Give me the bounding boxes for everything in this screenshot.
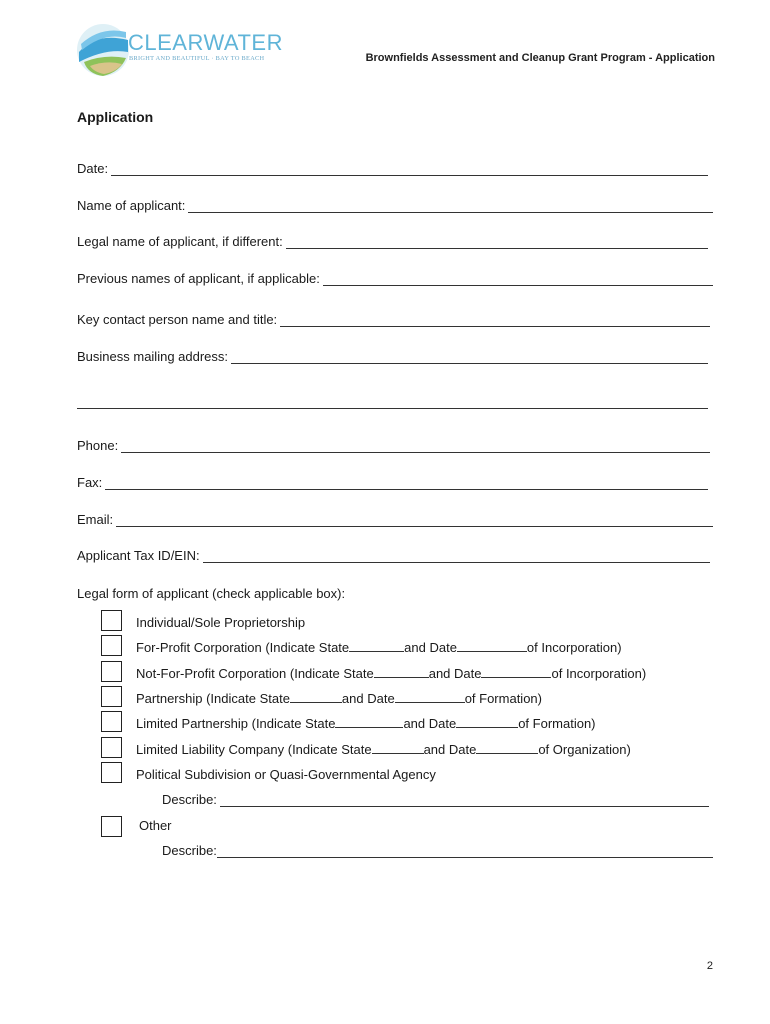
partnership-option bbox=[136, 691, 542, 706]
not-for-profit-option bbox=[136, 666, 646, 681]
partnership-suffix: of Formation) bbox=[464, 691, 542, 706]
date-label: Date: bbox=[77, 161, 109, 176]
date-field[interactable] bbox=[77, 161, 708, 176]
email-field[interactable] bbox=[77, 512, 713, 527]
contact-label: Key contact person name and title: bbox=[77, 312, 278, 327]
page-number: 2 bbox=[706, 960, 713, 972]
header-title: Brownfields Assessment and Cleanup Grant Program - Application bbox=[365, 52, 715, 64]
political-describe-label: Describe: bbox=[162, 792, 217, 807]
not-for-profit-checkbox[interactable] bbox=[101, 661, 122, 682]
limited-partnership-date-label: and Date bbox=[403, 716, 457, 731]
not-for-profit-suffix: of Incorporation) bbox=[551, 666, 647, 681]
partnership-date-blank[interactable] bbox=[395, 692, 465, 703]
other-checkbox[interactable] bbox=[101, 816, 122, 837]
phone-blank[interactable] bbox=[121, 440, 710, 453]
llc-option bbox=[136, 742, 631, 757]
limited-partnership-suffix: of Formation) bbox=[518, 716, 596, 731]
llc-date-label: and Date bbox=[423, 742, 477, 757]
political-describe-blank[interactable] bbox=[220, 794, 709, 807]
limited-partnership-date-blank[interactable] bbox=[456, 717, 518, 728]
llc-checkbox[interactable] bbox=[101, 737, 122, 758]
partnership-label: Partnership (Indicate State bbox=[136, 691, 290, 706]
email-label: Email: bbox=[77, 512, 114, 527]
mailing-address-blank[interactable] bbox=[231, 351, 708, 364]
tax-id-label: Applicant Tax ID/EIN: bbox=[77, 548, 200, 563]
other-describe-label: Describe: bbox=[162, 843, 217, 858]
not-for-profit-label: Not-For-Profit Corporation (Indicate State bbox=[136, 666, 374, 681]
partnership-checkbox[interactable] bbox=[101, 686, 122, 707]
previous-names-field[interactable] bbox=[77, 271, 713, 286]
for-profit-option bbox=[136, 640, 622, 655]
limited-partnership-checkbox[interactable] bbox=[101, 711, 122, 732]
limited-partnership-state-blank[interactable] bbox=[335, 717, 403, 728]
applicant-name-blank[interactable] bbox=[188, 200, 713, 213]
mailing-address-field[interactable] bbox=[77, 349, 708, 364]
limited-partnership-option bbox=[136, 716, 596, 731]
logo-wordmark: CLEARWATER bbox=[128, 30, 283, 55]
fax-field[interactable] bbox=[77, 475, 708, 490]
form-heading: Application bbox=[77, 109, 154, 125]
fax-blank[interactable] bbox=[105, 477, 708, 490]
for-profit-label: For-Profit Corporation (Indicate State bbox=[136, 640, 350, 655]
legal-name-blank[interactable] bbox=[286, 236, 708, 249]
legal-name-label: Legal name of applicant, if different: bbox=[77, 234, 283, 249]
fax-label: Fax: bbox=[77, 475, 103, 490]
phone-field[interactable] bbox=[77, 438, 710, 453]
political-subdivision-label: Political Subdivision or Quasi-Governmental Agency bbox=[136, 767, 436, 782]
partnership-state-blank[interactable] bbox=[290, 692, 342, 703]
tax-id-field[interactable] bbox=[77, 548, 710, 563]
for-profit-suffix: of Incorporation) bbox=[526, 640, 622, 655]
sole-proprietorship-checkbox[interactable] bbox=[101, 610, 122, 631]
contact-blank[interactable] bbox=[280, 314, 710, 327]
llc-suffix: of Organization) bbox=[538, 742, 631, 757]
political-subdivision-checkbox[interactable] bbox=[101, 762, 122, 783]
previous-names-label: Previous names of applicant, if applicable: bbox=[77, 271, 320, 286]
not-for-profit-date-label: and Date bbox=[428, 666, 482, 681]
political-describe-field[interactable] bbox=[162, 792, 709, 807]
for-profit-date-blank[interactable] bbox=[457, 641, 527, 652]
limited-partnership-label: Limited Partnership (Indicate State bbox=[136, 716, 336, 731]
not-for-profit-state-blank[interactable] bbox=[374, 667, 429, 678]
mailing-address-blank-2[interactable] bbox=[77, 396, 708, 409]
sole-proprietorship-label: Individual/Sole Proprietorship bbox=[136, 615, 306, 630]
not-for-profit-date-blank[interactable] bbox=[481, 667, 551, 678]
llc-label: Limited Liability Company (Indicate State bbox=[136, 742, 372, 757]
llc-state-blank[interactable] bbox=[372, 743, 424, 754]
clearwater-logo bbox=[76, 22, 283, 78]
logo-tagline: BRIGHT AND BEAUTIFUL · BAY TO BEACH bbox=[129, 55, 265, 62]
email-blank[interactable] bbox=[116, 514, 713, 527]
date-blank[interactable] bbox=[111, 163, 708, 176]
other-describe-blank[interactable] bbox=[217, 845, 713, 858]
previous-names-blank[interactable] bbox=[323, 273, 713, 286]
for-profit-date-label: and Date bbox=[404, 640, 457, 655]
applicant-name-label: Name of applicant: bbox=[77, 198, 186, 213]
applicant-name-field[interactable] bbox=[77, 198, 713, 213]
other-label: Other bbox=[139, 818, 172, 833]
tax-id-blank[interactable] bbox=[203, 550, 710, 563]
phone-label: Phone: bbox=[77, 438, 119, 453]
legal-name-field[interactable] bbox=[77, 234, 708, 249]
mailing-address-label: Business mailing address: bbox=[77, 349, 229, 364]
contact-field[interactable] bbox=[77, 312, 710, 327]
llc-date-blank[interactable] bbox=[476, 743, 538, 754]
legal-form-label: Legal form of applicant (check applicable box): bbox=[77, 586, 346, 601]
other-describe-field[interactable] bbox=[162, 843, 713, 858]
logo-emblem-icon bbox=[76, 22, 132, 78]
partnership-date-label: and Date bbox=[341, 691, 395, 706]
mailing-address-line2[interactable] bbox=[77, 396, 708, 409]
for-profit-checkbox[interactable] bbox=[101, 635, 122, 656]
for-profit-state-blank[interactable] bbox=[349, 641, 404, 652]
